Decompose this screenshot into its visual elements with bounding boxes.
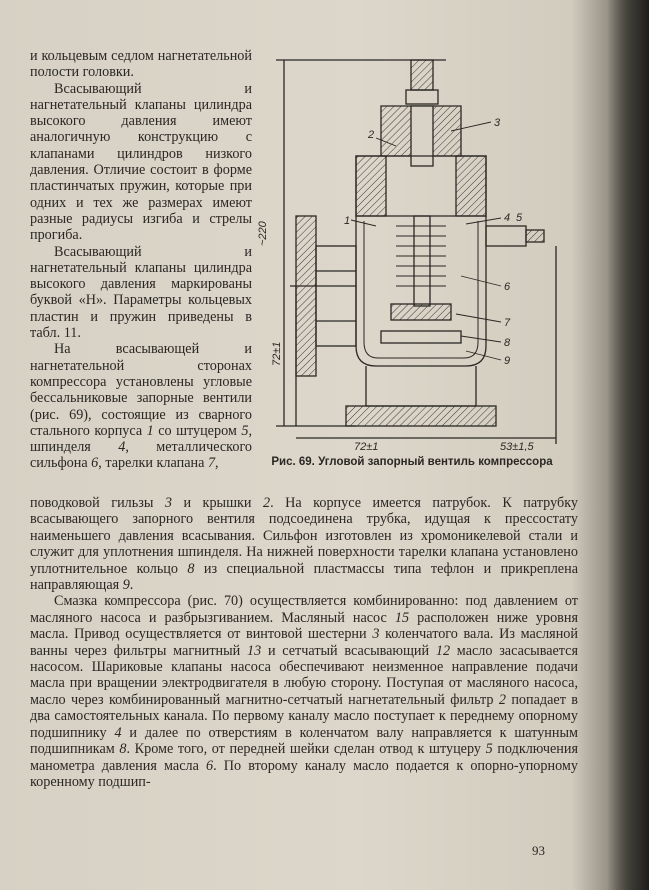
paragraph-4: На всасывающей и нагнетательной сторонах компрессора установлены угловые бессальниковые запорные вентили (рис. 69), состоящие из сварного стального корпуса 1 со штуцером 5, шпинделя 4, металлического сильфона 6, тарелки клапана 7, (30, 341, 253, 472)
part-label-6: 6 (504, 281, 511, 293)
paragraph-3: Всасывающий и нагнетательный клапаны цилиндра высокого давления маркированы буквой «Н». Параметры кольцевых пластин и пружин приведены в табл. 11. (30, 243, 252, 342)
paragraph-4-continued: поводковой гильзы 3 и крышки 2. На корпусе имеется патрубок. К патрубку всасывающего запорного вентиля подсоединена трубка, идущая к прессостату наименьшего давления всасывания. Сильфон изготовлен из хромоникелевой стали и служит для уплотнения шпинделя. На нижней поверхности тарелки клапана установлено уплотнительное кольцо 8 из специальной пластмассы типа тефлон и прикреплена направляющая 9. (30, 495, 578, 594)
paragraph-5: Смазка компрессора (рис. 70) осуществляется комбинированно: под давлением от масляного насоса и разбрызгиванием. Масляный насос 15 расположен ниже уровня масла. Привод осуществляется от винтовой шестерни 3 коленчатого вала. Из масляной ванны через фильтры магнитный 13 и сетчатый всасывающий 12 масло засасывается насосом. Шариковые клапаны насоса обеспечивают неизменное направление подачи масла при вращении электродвигателя в любую сторону. Поступая от масляного насоса, масло через комбинированный магнитно-сетчатый нагнетательный фильтр 2 попадает в два самостоятельных канала. По первому каналу масло поступает к переднему опорному подшипнику 4 и далее по отверстиям в коленчатом валу направляется к шатунным подшипникам 8. Кроме того, от передней шейки сделан отвод к штуцеру 5 подключения манометра давления масла 6. По второму каналу масло подается к опорно-упорному коренному подшип- (30, 593, 579, 790)
dim-bottom-left-label: 72±1 (354, 441, 379, 451)
dim-lower-label: 72±1 (271, 341, 283, 366)
part-label-3: 3 (494, 117, 501, 129)
full-width-text (30, 495, 578, 790)
dim-height-label: ~220 (257, 221, 269, 246)
left-text-column (30, 48, 252, 472)
part-label-8: 8 (504, 337, 511, 349)
part-label-5: 5 (516, 212, 523, 224)
book-spine-shadow (607, 0, 649, 890)
valve-drawing (256, 46, 572, 451)
part-label-2: 2 (368, 129, 375, 141)
paragraph-1: и кольцевым седлом нагнетательной полости головки. (30, 48, 252, 81)
paragraph-2: Всасывающий и нагнетательный клапаны цилиндра высокого давления имеют аналогичную конструкцию с клапанами цилиндров низкого давления. Отличие состоит в форме пластинчатых пружин, которые при одних и тех же размерах имеют разные радиусы изгиба и стрелы прогиба. (30, 80, 252, 244)
part-label-7: 7 (504, 317, 511, 329)
part-label-1: 1 (344, 215, 351, 227)
valve-drawing-svg (256, 46, 572, 451)
dim-bottom-right-label: 53±1,5 (500, 441, 534, 451)
page-number: 93 (532, 843, 545, 858)
part-label-4: 4 (504, 212, 511, 224)
figure-caption: Рис. 69. Угловой запорный вентиль компрессора (271, 456, 553, 468)
part-label-9: 9 (504, 355, 511, 367)
